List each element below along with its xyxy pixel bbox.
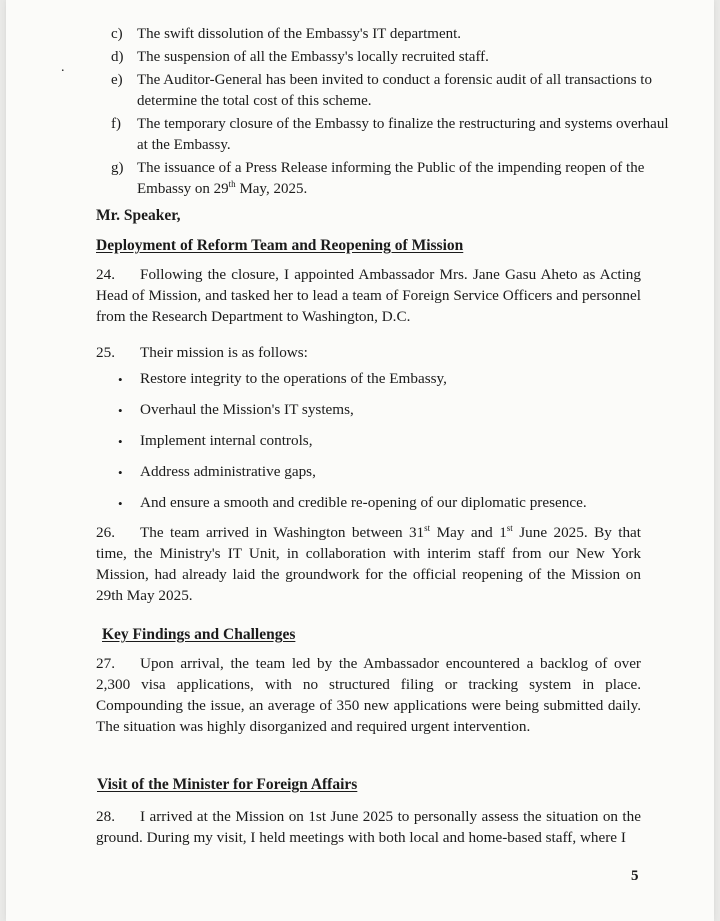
bullet-text: Restore integrity to the operations of the Embassy, [140,370,447,387]
bullet-text: And ensure a smooth and credible re-opening of our diplomatic presence. [140,494,587,511]
paragraph-number: 27. [96,655,115,672]
paragraph-28 [96,806,641,848]
list-text: The Auditor-General has been invited to conduct a forensic audit of all transactions to determine the total cost of this scheme. [137,72,652,109]
list-text: The suspension of all the Embassy's locally recruited staff. [137,49,489,65]
section-heading-findings: Key Findings and Challenges [102,626,296,643]
bullet-item [118,432,638,463]
paragraph-text: I arrived at the Mission on 1st June 2025 to personally assess the situation on the ground. During my visit, I held meetings with both local and home-based staff, where I [96,808,641,846]
bullet-list [118,370,638,525]
bullet-icon: • [118,434,123,449]
paragraph-27 [96,653,641,737]
list-letter: c) [111,26,123,42]
list-letter: d) [111,49,124,65]
salutation: Mr. Speaker, [96,207,181,224]
paragraph-text: June 2025. By that time, the Ministry's IT Unit, in collaboration with interim staff from our New York Mission, had already laid the groundwork for the official reopening of the Mission on 29th May 2025. [96,524,641,604]
stray-mark: . [61,60,65,75]
section-heading-visit: Visit of the Minister for Foreign Affairs [97,776,358,793]
lettered-list [111,24,671,202]
list-text-part: May, 2025. [235,181,308,197]
list-item-e [111,70,671,112]
ordinal-suffix: st [424,522,431,533]
paragraph-number: 28. [96,808,115,825]
paragraph-24 [96,264,641,327]
bullet-item [118,401,638,432]
document-page [6,0,714,921]
list-text: The swift dissolution of the Embassy's IT department. [137,26,462,42]
list-text: The temporary closure of the Embassy to finalize the restructuring and systems overhaul at the Embassy. [137,116,669,153]
bullet-item [118,463,638,494]
bullet-icon: • [118,465,123,480]
list-item-g [111,158,671,200]
list-item-d [111,47,671,68]
list-letter: g) [111,160,124,176]
bullet-icon: • [118,496,123,511]
paragraph-number: 26. [96,524,115,541]
bullet-item [118,494,638,525]
paragraph-text: The team arrived in Washington between 31 [140,524,425,541]
ordinal-suffix: st [506,522,513,533]
bullet-icon: • [118,372,123,387]
list-item-c [111,24,671,45]
paragraph-text: May and 1 [430,524,507,541]
list-text-part: The issuance of a Press Release informing the Public of the impending reopen of the Embassy on 29 [137,160,645,197]
bullet-item [118,370,638,401]
bullet-text: Implement internal controls, [140,432,313,449]
ordinal-suffix: th [228,179,236,189]
section-heading-reform: Deployment of Reform Team and Reopening of Mission [96,237,464,254]
list-letter: e) [111,72,123,88]
paragraph-number: 25. [96,344,115,361]
paragraph-26 [96,522,641,606]
paragraph-text: Following the closure, I appointed Ambassador Mrs. Jane Gasu Aheto as Acting Head of Mission, and tasked her to lead a team of Foreign Service Officers and personnel from the Research Department to Washington, D.C. [96,266,641,325]
list-text [137,158,671,200]
bullet-text: Overhaul the Mission's IT systems, [140,401,354,418]
paragraph-25 [96,342,641,363]
bullet-text: Address administrative gaps, [140,463,316,480]
paragraph-text: Upon arrival, the team led by the Ambassador encountered a backlog of over 2,300 visa applications, with no structured filing or tracking system in place. Compounding the issue, an average of 350 new applications were being submitted daily. The situation was highly disorganized and required urgent intervention. [96,655,641,735]
list-letter: f) [111,116,121,132]
list-item-f [111,114,671,156]
bullet-icon: • [118,403,123,418]
page-number: 5 [631,868,639,884]
paragraph-text: Their mission is as follows: [140,344,308,361]
paragraph-number: 24. [96,266,115,283]
